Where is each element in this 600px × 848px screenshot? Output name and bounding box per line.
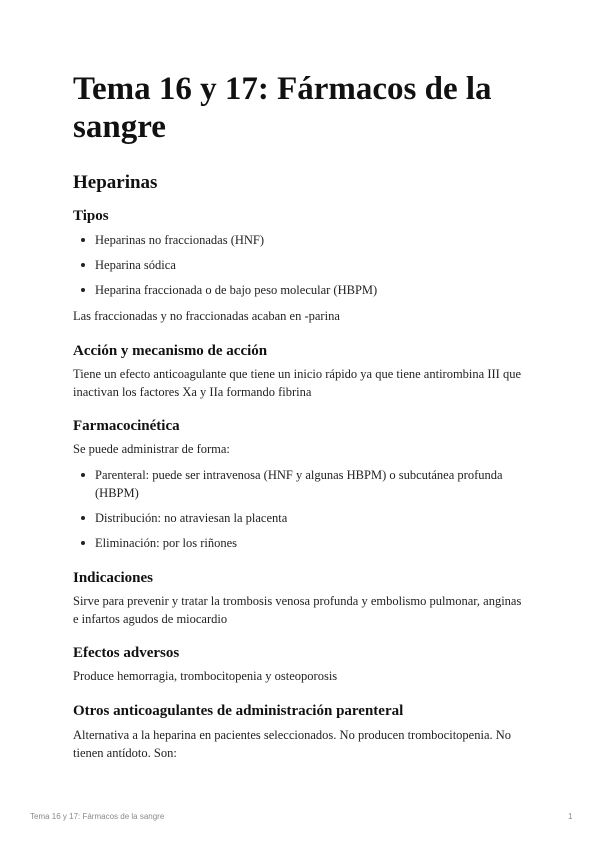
heading-accion: Acción y mecanismo de acción: [73, 343, 268, 359]
accion-text: Tiene un efecto anticoagulante que tiene un inicio rápido ya que tiene antirombina III que inactivan los factores Xa y IIa formando fibrina: [73, 367, 521, 399]
list-item: Distribución: no atraviesan la placenta: [73, 509, 523, 527]
footer-page-number: 1: [568, 812, 573, 821]
bullet-icon: [81, 288, 85, 292]
efectos-text: Produce hemorragia, trombocitopenia y osteoporosis: [73, 669, 338, 683]
page-title: Tema 16 y 17: Fármacos de la sangre: [73, 71, 492, 145]
indicaciones-text: Sirve para prevenir y tratar la trombosis venosa profunda y embolismo pulmonar, anginas e infartos agudos de miocardio: [73, 594, 522, 626]
footer-title: Tema 16 y 17: Fármacos de la sangre: [30, 812, 165, 821]
list-item: Heparinas no fraccionadas (HNF): [73, 231, 523, 249]
list-item: Heparina fraccionada o de bajo peso molecular (HBPM): [73, 281, 523, 299]
list-item: Heparina sódica: [73, 256, 523, 274]
bullet-icon: [81, 541, 85, 545]
bullet-icon: [81, 473, 85, 477]
section-heading-heparinas: Heparinas: [73, 172, 158, 193]
otros-text: Alternativa a la heparina en pacientes seleccionados. No producen trombocitopenia. No tienen antídoto. Son:: [73, 728, 512, 760]
heading-farmacocinetica: Farmacocinética: [73, 418, 180, 434]
heading-efectos: Efectos adversos: [73, 645, 180, 661]
bullet-icon: [81, 238, 85, 242]
farmacocinetica-intro: Se puede administrar de forma:: [73, 442, 230, 456]
bullet-icon: [81, 263, 85, 267]
heading-indicaciones: Indicaciones: [73, 570, 154, 586]
bullet-icon: [81, 516, 85, 520]
list-item: Eliminación: por los riñones: [73, 534, 523, 552]
list-item: Parenteral: puede ser intravenosa (HNF y algunas HBPM) o subcutánea profunda (HBPM): [73, 466, 523, 502]
tipos-note: Las fraccionadas y no fraccionadas acaban en -parina: [73, 309, 340, 323]
heading-otros: Otros anticoagulantes de administración parenteral: [73, 703, 404, 719]
heading-tipos: Tipos: [73, 208, 109, 224]
list-tipos: [73, 231, 523, 299]
list-farmacocinetica: [73, 466, 523, 552]
